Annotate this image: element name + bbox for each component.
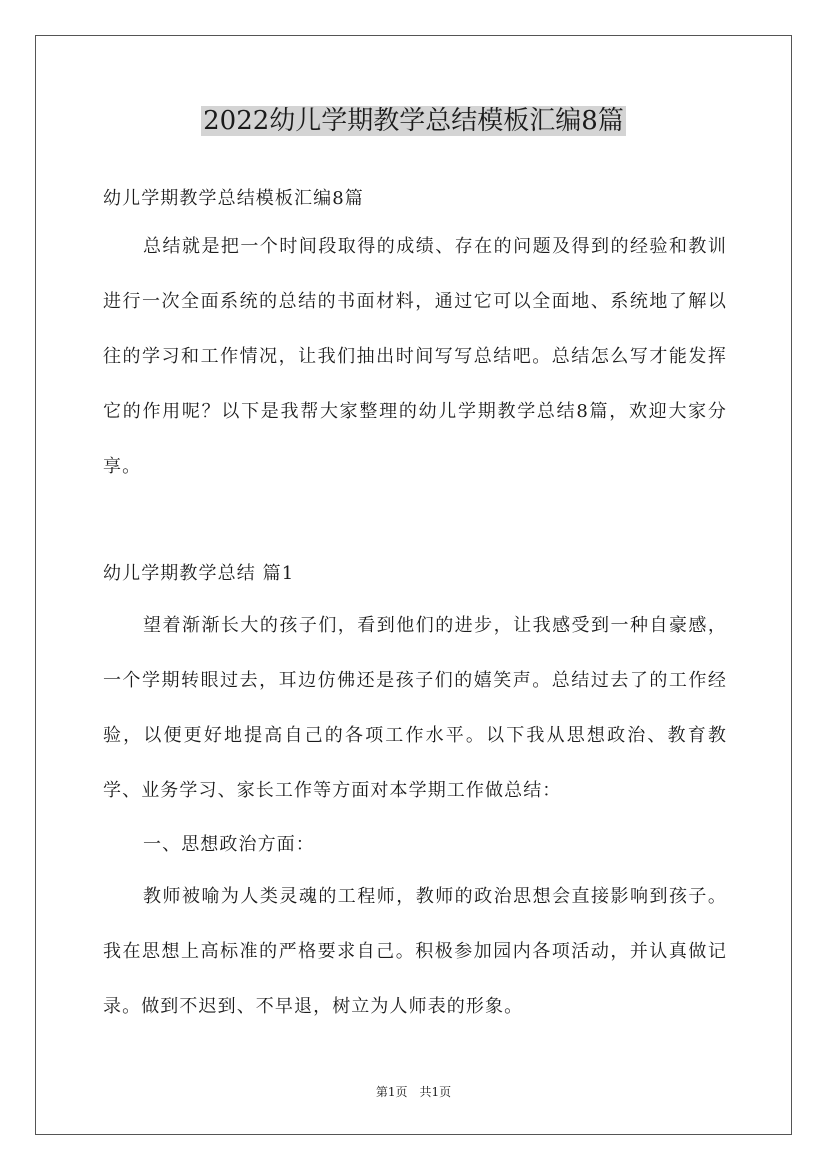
intro-paragraph: 总结就是把一个时间段取得的成绩、存在的问题及得到的经验和教训进行一次全面系统的总结的书面材料，通过它可以全面地、系统地了解以往的学习和工作情况，让我们抽出时间写写总结吧。总结怎么写才能发挥它的作用呢？以下是我帮大家整理的幼儿学期教学总结8篇，欢迎大家分享。	[103, 236, 727, 477]
document-title-text: 2022幼儿学期教学总结模板汇编8篇	[203, 106, 624, 136]
section-paragraph: 望着渐渐长大的孩子们，看到他们的进步，让我感受到一种自豪感，一个学期转眼过去，耳边仿佛还是孩子们的嬉笑声。总结过去了的工作经验，以便更好地提高自己的各项工作水平。以下我从思想政治、教育教学、业务学习、家长工作等方面对本学期工作做总结：	[103, 615, 727, 801]
section-subheading: 一、思想政治方面：	[143, 834, 315, 855]
document-title	[0, 103, 827, 139]
page-number-footer: 第1页 共1页	[375, 1085, 452, 1099]
section-paragraph: 教师被喻为人类灵魂的工程师，教师的政治思想会直接影响到孩子。我在思想上高标准的严格要求自己。积极参加园内各项活动，并认真做记录。做到不迟到、不早退，树立为人师表的形象。	[103, 886, 727, 1017]
section-heading: 幼儿学期教学总结 篇1	[103, 563, 295, 584]
document-subtitle: 幼儿学期教学总结模板汇编8篇	[103, 188, 364, 209]
